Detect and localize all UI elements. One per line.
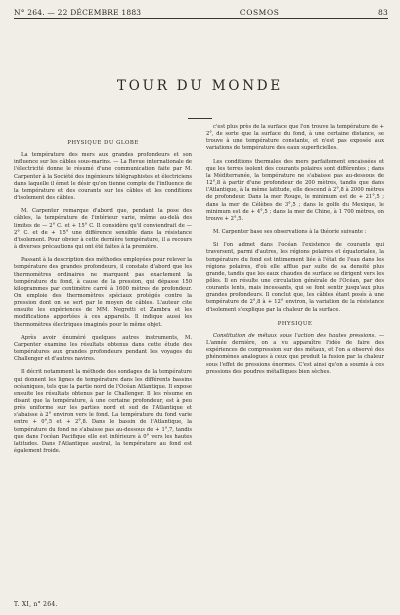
paragraph: M. Carpenter remarque d'abord que, pendant la pose des câbles, la température de l'intérieur varie, même au-delà des limites de — 2° C. et + 15° C. Il considère qu'il conviendrait de — 2° C. et de + 15° une différence sensible dans la résistance d'isolement. Pour obvier à cette dernière température, il a recours à diverses précautions qui ont été faites à la première. (14, 208, 192, 251)
page-number: 83 (378, 7, 388, 17)
left-column (14, 140, 192, 595)
paragraph: Après avoir énuméré quelques autres instruments, M. Carpenter examine les résultats obtenus dans cette étude des températures aux grandes profondeurs pendant les voyages du Challenger et d'autres navires. (14, 334, 192, 363)
paragraph: Passant à la description des méthodes employées pour relever la température des grandes profondeurs, il constate d'abord que les thermomètres ordinaires ne marquent pas exactement la température du fond, à cause de la pression, qui dépasse 150 kilogrammes par centimètre carré à 1600 mètres de profondeur. On emploie des thermomètres spéciaux protégés contre la pression dont on se sert par le moyen de câbles. L'auteur cite ensuite les expériences de MM. Negretti et Zambra et les modifications apportées à ces appareils. Il indique aussi les thermomètres électriques imaginés pour le même objet. (14, 257, 192, 328)
volume-footer: T. XI, n° 264. (14, 601, 58, 608)
paragraph-text: — L'année dernière, on a vu apparaître l'idée de faire des expériences de compression sur des métaux, et l'on a observé des phénomènes analogues à ceux que produit la fusion par la chaleur sous l'effet de pressions énormes. C'est ainsi qu'on a soumis à ces pressions des poudres métalliques bien sèches. (206, 332, 384, 375)
issue-info: N° 264. — 22 DÉCEMBRE 1883 (14, 7, 142, 17)
section-heading: PHYSIQUE (277, 320, 313, 327)
section-heading: PHYSIQUE DU GLOBE (67, 140, 139, 146)
right-column (206, 124, 384, 599)
page-title: TOUR DU MONDE (116, 78, 284, 94)
paragraph: La température des mers aux grandes profondeurs et son influence sur les câbles sous-marins. — La Revue internationale de l'électricité donne le résumé d'une communication faite par M. Carpenter à la Société des ingénieurs télégraphistes et électriciens dans laquelle il émet le désir qu'on tienne compte de l'influence de la température et des courants sur les câbles et les conditions d'isolement des câbles. (14, 152, 192, 202)
running-header (14, 6, 388, 18)
paragraph: Les conditions thermales des mers parfaitement encaissées et que les terres isolent des courants polaires sont différentes ; dans la Méditerranée, la température ne s'abaisse pas au-dessous de 12°,8 à partir d'une profondeur de 200 mètres, tandis que dans l'Atlantique, à la même latitude, elle descend à 2°,8 à 2000 mètres de profondeur. Dans la mer Rouge, le minimum est de + 21°,5 ; dans la mer de Célèbes de 3°,5 ; dans le golfe du Mexique, le minimum est de + 4°,5 ; dans la mer de Chine, à 1 700 mètres, on trouve + 2°,5. (206, 158, 384, 222)
title-divider (188, 118, 212, 119)
header-rule (14, 18, 388, 19)
lead-in: Constitution de métaux sous l'action des hautes pressions. (213, 332, 376, 339)
paragraph: c'est plus près de la surface que l'on trouve la température de + 2°, de sorte que la surface du fond, à une certaine distance, se trouve à une température constante, et n'est pas exposée aux variations de température des eaux superficielles. (206, 124, 384, 152)
journal-name: COSMOS (239, 7, 280, 17)
paragraph: Si l'on admet dans l'océan l'existence de courants qui traversent, parmi d'autres, les régions polaires et équatoriales, la température du fond est intimement liée à l'état de l'eau dans les régions polaires, d'où elle afflue par suite de sa densité plus grande, tandis que les eaux chaudes de surface se dirigent vers les pôles. Il en résulte une circulation générale de l'Océan, par des courants lents, mais incessants, qui se font sentir jusqu'aux plus grandes profondeurs. Il conclut que, les câbles étant posés à une température de 2°,8 à + 12° environ, la variation de la résistance d'isolement s'explique par la chaleur de la surface. (206, 242, 384, 313)
paragraph: Il décrit notamment la méthode des sondages de la température qui donnent les lignes de température dans les différents bassins océaniques, tels que la partie nord de l'Océan Atlantique. Il expose ensuite les résultats obtenus par le Challenger. Il les résume en disant que la température, à une certaine profondeur, est à peu près uniforme sur les parties nord et sud de l'Atlantique et s'abaisse à 2° environ vers le fond. La température du fond varie entre + 0°,5 et + 2°,8. Dans le bassin de l'Atlantique, la température du fond ne s'abaisse pas au-dessous de + 1°,7, tandis que dans l'océan Pacifique elle est inférieure à 0° vers les hautes latitudes. Dans l'Atlantique austral, la température au fond est également froide. (14, 369, 192, 455)
paragraph: M. Carpenter base ses observations à la théorie suivante : (213, 229, 367, 236)
paragraph (206, 333, 384, 376)
